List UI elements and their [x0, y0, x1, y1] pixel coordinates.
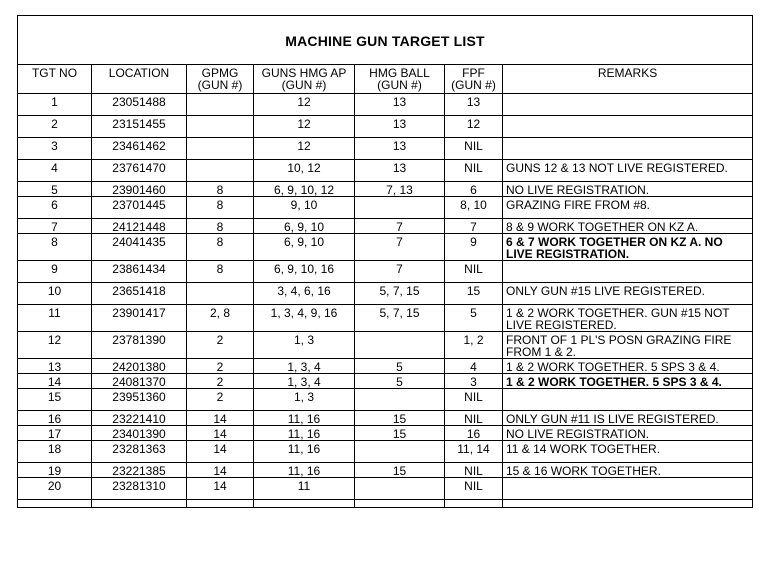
cell-gpmg: 14 [187, 463, 254, 478]
cell-location: 23281363 [92, 441, 187, 463]
cell-hmg-ball: 7 [355, 219, 445, 234]
cell-guns-hmg-ap: 1, 3 [254, 332, 355, 359]
cell-remarks [503, 138, 753, 160]
cell-hmg-ball: 5 [355, 374, 445, 389]
cell-hmg-ball [355, 478, 445, 500]
cell-tgt-no: 3 [18, 138, 92, 160]
cell-hmg-ball: 7 [355, 261, 445, 283]
cell-remarks: GRAZING FIRE FROM #8. [503, 197, 753, 219]
cell-fpf: 1, 2 [445, 332, 503, 359]
cell-fpf: NIL [445, 261, 503, 283]
cell-remarks: GUNS 12 & 13 NOT LIVE REGISTERED. [503, 160, 753, 182]
cell-tgt-no: 17 [18, 426, 92, 441]
cell-gpmg [187, 160, 254, 182]
cell-remarks: ONLY GUN #11 IS LIVE REGISTERED. [503, 411, 753, 426]
cell-location: 23281310 [92, 478, 187, 500]
cell-tgt-no: 10 [18, 283, 92, 305]
cell-fpf: 3 [445, 374, 503, 389]
table-row [18, 283, 753, 305]
cell-hmg-ball: 15 [355, 463, 445, 478]
cell-fpf: 15 [445, 283, 503, 305]
table-row-blank [18, 500, 753, 508]
cell-guns-hmg-ap: 12 [254, 116, 355, 138]
cell-fpf: 7 [445, 219, 503, 234]
cell-location: 23221410 [92, 411, 187, 426]
cell-fpf: NIL [445, 389, 503, 411]
cell-fpf: NIL [445, 138, 503, 160]
cell-gpmg: 8 [187, 261, 254, 283]
cell-hmg-ball: 13 [355, 138, 445, 160]
cell-gpmg [187, 116, 254, 138]
cell-tgt-no: 12 [18, 332, 92, 359]
table-row [18, 219, 753, 234]
cell-tgt-no: 16 [18, 411, 92, 426]
cell-tgt-no: 2 [18, 116, 92, 138]
table-row [18, 261, 753, 283]
cell-gpmg: 2 [187, 374, 254, 389]
cell-remarks [503, 116, 753, 138]
cell-gpmg: 8 [187, 182, 254, 197]
cell-fpf: NIL [445, 411, 503, 426]
cell-location: 24041435 [92, 234, 187, 261]
cell-gpmg: 14 [187, 441, 254, 463]
cell-location: 23901417 [92, 305, 187, 332]
cell-blank [254, 500, 355, 508]
cell-gpmg: 8 [187, 234, 254, 261]
cell-guns-hmg-ap: 11, 16 [254, 411, 355, 426]
cell-gpmg: 14 [187, 426, 254, 441]
table-row [18, 305, 753, 332]
cell-location: 23151455 [92, 116, 187, 138]
table-row [18, 160, 753, 182]
cell-guns-hmg-ap: 6, 9, 10, 16 [254, 261, 355, 283]
cell-hmg-ball: 15 [355, 426, 445, 441]
cell-fpf: 11, 14 [445, 441, 503, 463]
cell-remarks: 1 & 2 WORK TOGETHER. 5 SPS 3 & 4. [503, 359, 753, 374]
cell-remarks [503, 478, 753, 500]
cell-guns-hmg-ap: 1, 3, 4 [254, 374, 355, 389]
table-row [18, 411, 753, 426]
cell-location: 23401390 [92, 426, 187, 441]
cell-guns-hmg-ap: 6, 9, 10 [254, 234, 355, 261]
cell-fpf: 13 [445, 94, 503, 116]
target-list-sheet [17, 15, 752, 508]
cell-location: 23701445 [92, 197, 187, 219]
cell-remarks: 1 & 2 WORK TOGETHER. GUN #15 NOT LIVE REGISTERED. [503, 305, 753, 332]
cell-tgt-no: 20 [18, 478, 92, 500]
cell-blank [355, 500, 445, 508]
header-remarks: REMARKS [503, 65, 753, 94]
cell-location: 23221385 [92, 463, 187, 478]
cell-hmg-ball [355, 389, 445, 411]
cell-tgt-no: 19 [18, 463, 92, 478]
cell-gpmg: 14 [187, 411, 254, 426]
header-location: LOCATION [92, 65, 187, 94]
cell-remarks: ONLY GUN #15 LIVE REGISTERED. [503, 283, 753, 305]
cell-remarks: 8 & 9 WORK TOGETHER ON KZ A. [503, 219, 753, 234]
header-fpf: FPF (GUN #) [445, 65, 503, 94]
cell-hmg-ball: 15 [355, 411, 445, 426]
cell-guns-hmg-ap: 11, 16 [254, 441, 355, 463]
cell-remarks: 6 & 7 WORK TOGETHER ON KZ A. NO LIVE REGISTRATION. [503, 234, 753, 261]
cell-location: 23461462 [92, 138, 187, 160]
cell-hmg-ball: 13 [355, 94, 445, 116]
cell-hmg-ball: 7, 13 [355, 182, 445, 197]
cell-blank [187, 500, 254, 508]
cell-hmg-ball [355, 332, 445, 359]
cell-tgt-no: 13 [18, 359, 92, 374]
cell-fpf: 6 [445, 182, 503, 197]
header-guns-hmg-ap: GUNS HMG AP (GUN #) [254, 65, 355, 94]
table-row [18, 478, 753, 500]
table-row [18, 197, 753, 219]
cell-hmg-ball: 5, 7, 15 [355, 283, 445, 305]
cell-fpf: 12 [445, 116, 503, 138]
cell-fpf: 9 [445, 234, 503, 261]
cell-hmg-ball: 7 [355, 234, 445, 261]
cell-gpmg: 2 [187, 389, 254, 411]
table-row [18, 94, 753, 116]
cell-blank [445, 500, 503, 508]
cell-guns-hmg-ap: 12 [254, 138, 355, 160]
cell-fpf: 8, 10 [445, 197, 503, 219]
cell-location: 23861434 [92, 261, 187, 283]
target-table [17, 15, 753, 508]
cell-hmg-ball: 5 [355, 359, 445, 374]
cell-gpmg [187, 283, 254, 305]
cell-tgt-no: 5 [18, 182, 92, 197]
table-row [18, 182, 753, 197]
cell-remarks [503, 389, 753, 411]
cell-hmg-ball [355, 441, 445, 463]
cell-gpmg: 2 [187, 359, 254, 374]
cell-gpmg [187, 94, 254, 116]
cell-remarks: 11 & 14 WORK TOGETHER. [503, 441, 753, 463]
table-row [18, 234, 753, 261]
cell-fpf: 16 [445, 426, 503, 441]
cell-tgt-no: 9 [18, 261, 92, 283]
cell-fpf: NIL [445, 463, 503, 478]
cell-gpmg [187, 138, 254, 160]
cell-guns-hmg-ap: 11 [254, 478, 355, 500]
cell-tgt-no: 1 [18, 94, 92, 116]
cell-guns-hmg-ap: 12 [254, 94, 355, 116]
cell-fpf: NIL [445, 478, 503, 500]
target-rows [18, 94, 753, 508]
cell-location: 23051488 [92, 94, 187, 116]
cell-location: 23901460 [92, 182, 187, 197]
table-row [18, 463, 753, 478]
cell-guns-hmg-ap: 3, 4, 6, 16 [254, 283, 355, 305]
cell-remarks: NO LIVE REGISTRATION. [503, 182, 753, 197]
cell-location: 24121448 [92, 219, 187, 234]
cell-location: 24081370 [92, 374, 187, 389]
cell-blank [18, 500, 92, 508]
cell-tgt-no: 15 [18, 389, 92, 411]
header-row [18, 65, 753, 94]
cell-location: 23761470 [92, 160, 187, 182]
cell-guns-hmg-ap: 1, 3, 4, 9, 16 [254, 305, 355, 332]
cell-fpf: 4 [445, 359, 503, 374]
cell-tgt-no: 7 [18, 219, 92, 234]
cell-gpmg: 8 [187, 219, 254, 234]
table-row [18, 332, 753, 359]
cell-remarks: NO LIVE REGISTRATION. [503, 426, 753, 441]
cell-guns-hmg-ap: 10, 12 [254, 160, 355, 182]
cell-remarks: 1 & 2 WORK TOGETHER. 5 SPS 3 & 4. [503, 374, 753, 389]
table-row [18, 389, 753, 411]
table-row [18, 116, 753, 138]
cell-blank [503, 500, 753, 508]
table-row [18, 359, 753, 374]
cell-location: 23651418 [92, 283, 187, 305]
cell-tgt-no: 4 [18, 160, 92, 182]
cell-tgt-no: 11 [18, 305, 92, 332]
cell-tgt-no: 8 [18, 234, 92, 261]
cell-gpmg: 2 [187, 332, 254, 359]
table-row [18, 441, 753, 463]
cell-remarks [503, 94, 753, 116]
cell-location: 24201380 [92, 359, 187, 374]
table-row [18, 426, 753, 441]
cell-fpf: 5 [445, 305, 503, 332]
cell-blank [92, 500, 187, 508]
cell-tgt-no: 14 [18, 374, 92, 389]
title-row [18, 16, 753, 65]
cell-hmg-ball: 5, 7, 15 [355, 305, 445, 332]
cell-gpmg: 2, 8 [187, 305, 254, 332]
cell-remarks: 15 & 16 WORK TOGETHER. [503, 463, 753, 478]
header-tgt-no: TGT NO [18, 65, 92, 94]
cell-guns-hmg-ap: 1, 3 [254, 389, 355, 411]
cell-guns-hmg-ap: 6, 9, 10, 12 [254, 182, 355, 197]
cell-guns-hmg-ap: 1, 3, 4 [254, 359, 355, 374]
cell-guns-hmg-ap: 6, 9, 10 [254, 219, 355, 234]
cell-tgt-no: 18 [18, 441, 92, 463]
cell-gpmg: 8 [187, 197, 254, 219]
cell-location: 23781390 [92, 332, 187, 359]
cell-remarks [503, 261, 753, 283]
header-hmg-ball: HMG BALL (GUN #) [355, 65, 445, 94]
cell-remarks: FRONT OF 1 PL'S POSN GRAZING FIRE FROM 1 & 2. [503, 332, 753, 359]
cell-guns-hmg-ap: 11, 16 [254, 463, 355, 478]
cell-hmg-ball [355, 197, 445, 219]
table-title: MACHINE GUN TARGET LIST [18, 16, 753, 65]
cell-guns-hmg-ap: 11, 16 [254, 426, 355, 441]
table-row [18, 138, 753, 160]
cell-gpmg: 14 [187, 478, 254, 500]
header-gpmg: GPMG (GUN #) [187, 65, 254, 94]
cell-hmg-ball: 13 [355, 160, 445, 182]
table-row [18, 374, 753, 389]
cell-tgt-no: 6 [18, 197, 92, 219]
cell-guns-hmg-ap: 9, 10 [254, 197, 355, 219]
cell-hmg-ball: 13 [355, 116, 445, 138]
cell-fpf: NIL [445, 160, 503, 182]
cell-location: 23951360 [92, 389, 187, 411]
